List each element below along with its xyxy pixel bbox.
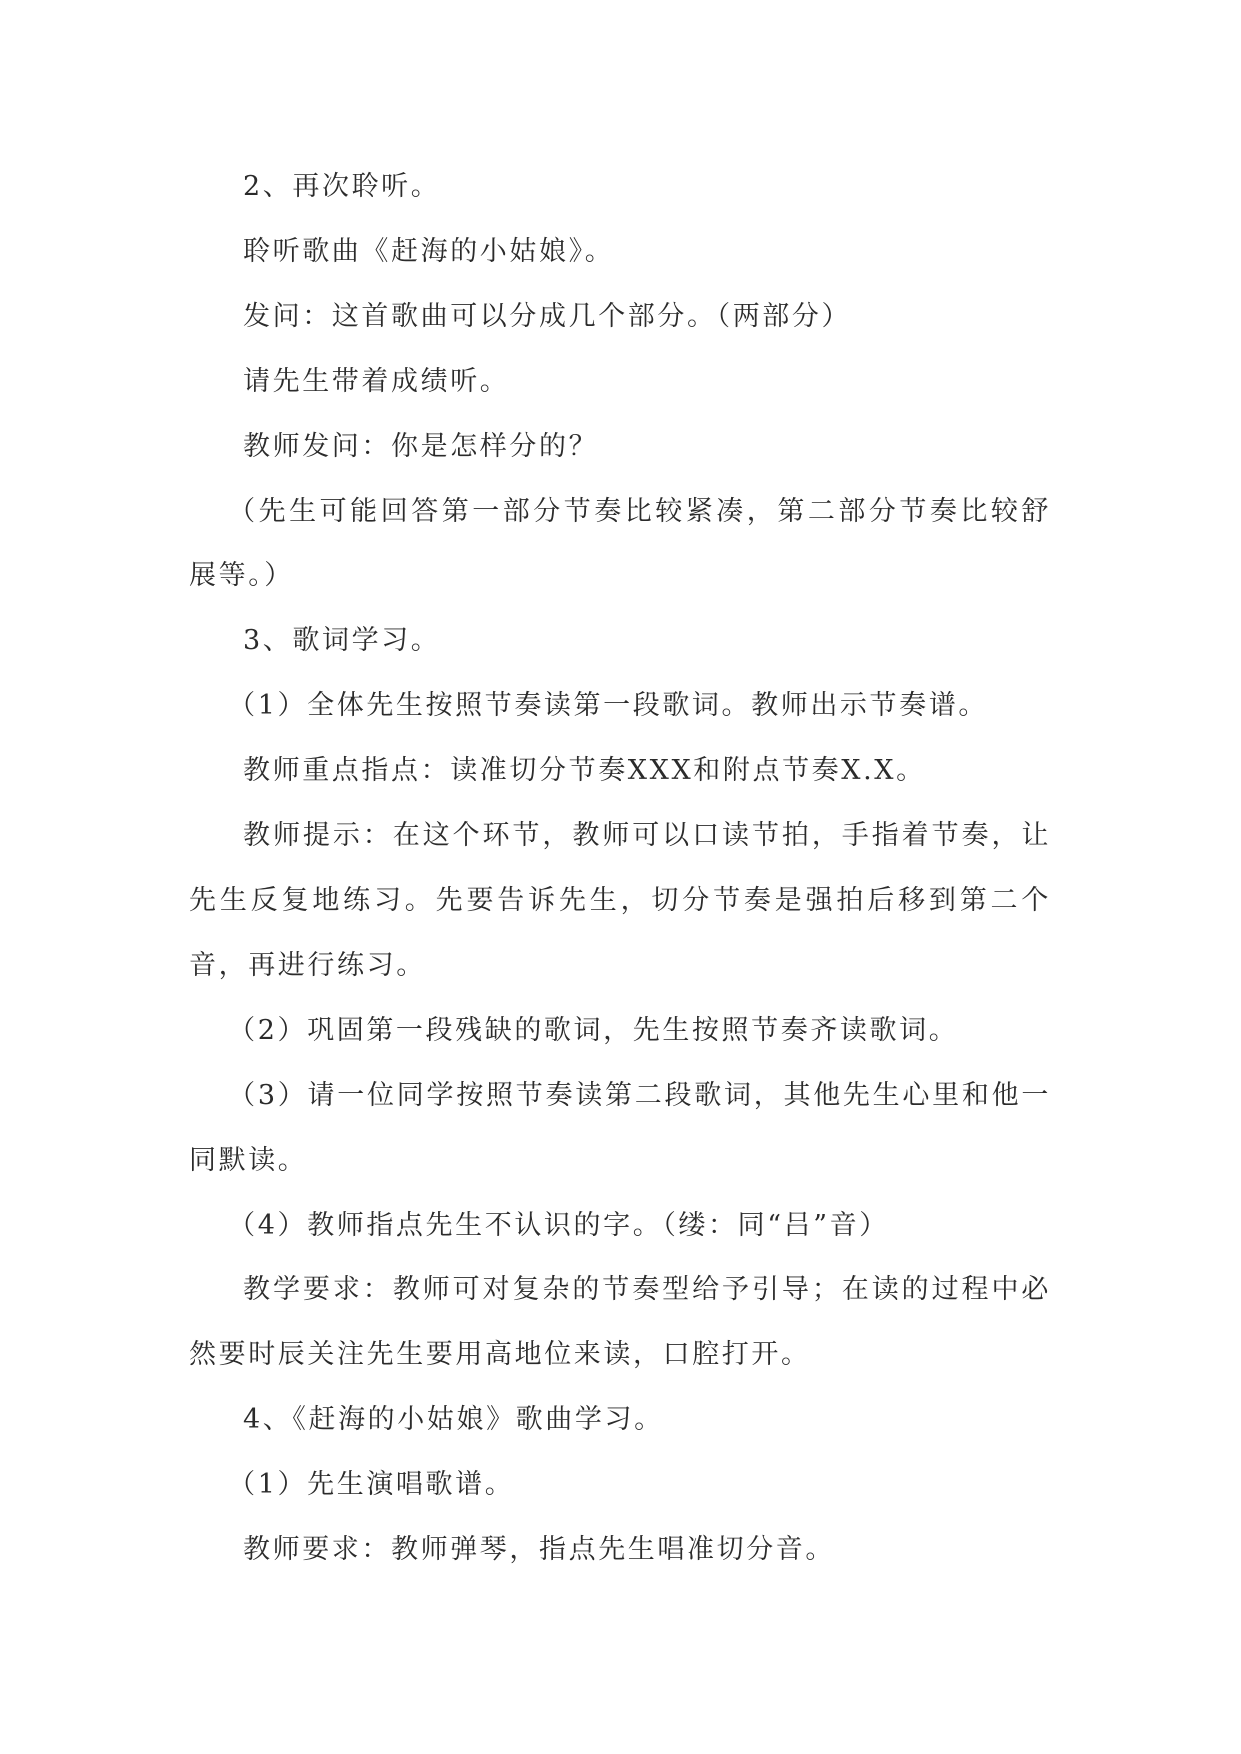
paragraph-lyrics-step-3: （3）请一位同学按照节奏读第二段歌词，其他先生心里和他一同默读。 <box>189 1079 1051 1176</box>
paragraph-song-step-1: （1）先生演唱歌谱。 <box>228 1469 515 1501</box>
paragraph-step-2-heading: 2、再次聆听。 <box>243 171 441 202</box>
paragraph-teacher-hint: 教师提示：在这个环节，教师可以口读节拍，手指着节奏，让先生反复地练习。先要告诉先生，切分节奏是强拍后移到第二个音，再进行练习。 <box>189 820 1051 981</box>
paragraph-teacher-requirement: 教师要求：教师弹琴，指点先生唱准切分音。 <box>243 1534 835 1566</box>
paragraph-possible-answer: （先生可能回答第一部分节奏比较紧凑，第二部分节奏比较舒展等。） <box>189 495 1051 592</box>
paragraph-lyrics-step-4: （4）教师指点先生不认识的字。（缕：同“吕”音） <box>228 1209 889 1241</box>
paragraph-teaching-requirement: 教学要求：教师可对复杂的节奏型给予引导；在读的过程中必然要时辰关注先生要用高地位来读，口腔打开。 <box>189 1274 1051 1371</box>
paragraph-step-3-heading: 3、歌词学习。 <box>243 625 441 657</box>
paragraph-question-parts: 发问：这首歌曲可以分成几个部分。（两部分） <box>243 300 852 332</box>
paragraph-lyrics-step-1: （1）全体先生按照节奏读第一段歌词。教师出示节奏谱。 <box>228 690 988 722</box>
paragraph-listen-song: 聆听歌曲《赶海的小姑娘》。 <box>243 235 615 267</box>
document-body <box>189 155 1051 1583</box>
paragraph-teacher-key-points: 教师重点指点：读准切分节奏XXX和附点节奏X.X。 <box>243 755 926 787</box>
paragraph-teacher-question: 教师发问：你是怎样分的？ <box>243 430 599 462</box>
paragraph-step-4-heading: 4、《赶海的小姑娘》歌曲学习。 <box>243 1404 664 1436</box>
paragraph-lyrics-step-2: （2）巩固第一段残缺的歌词，先生按照节奏齐读歌词。 <box>228 1014 959 1046</box>
paragraph-listen-with-question: 请先生带着成绩听。 <box>243 365 510 397</box>
